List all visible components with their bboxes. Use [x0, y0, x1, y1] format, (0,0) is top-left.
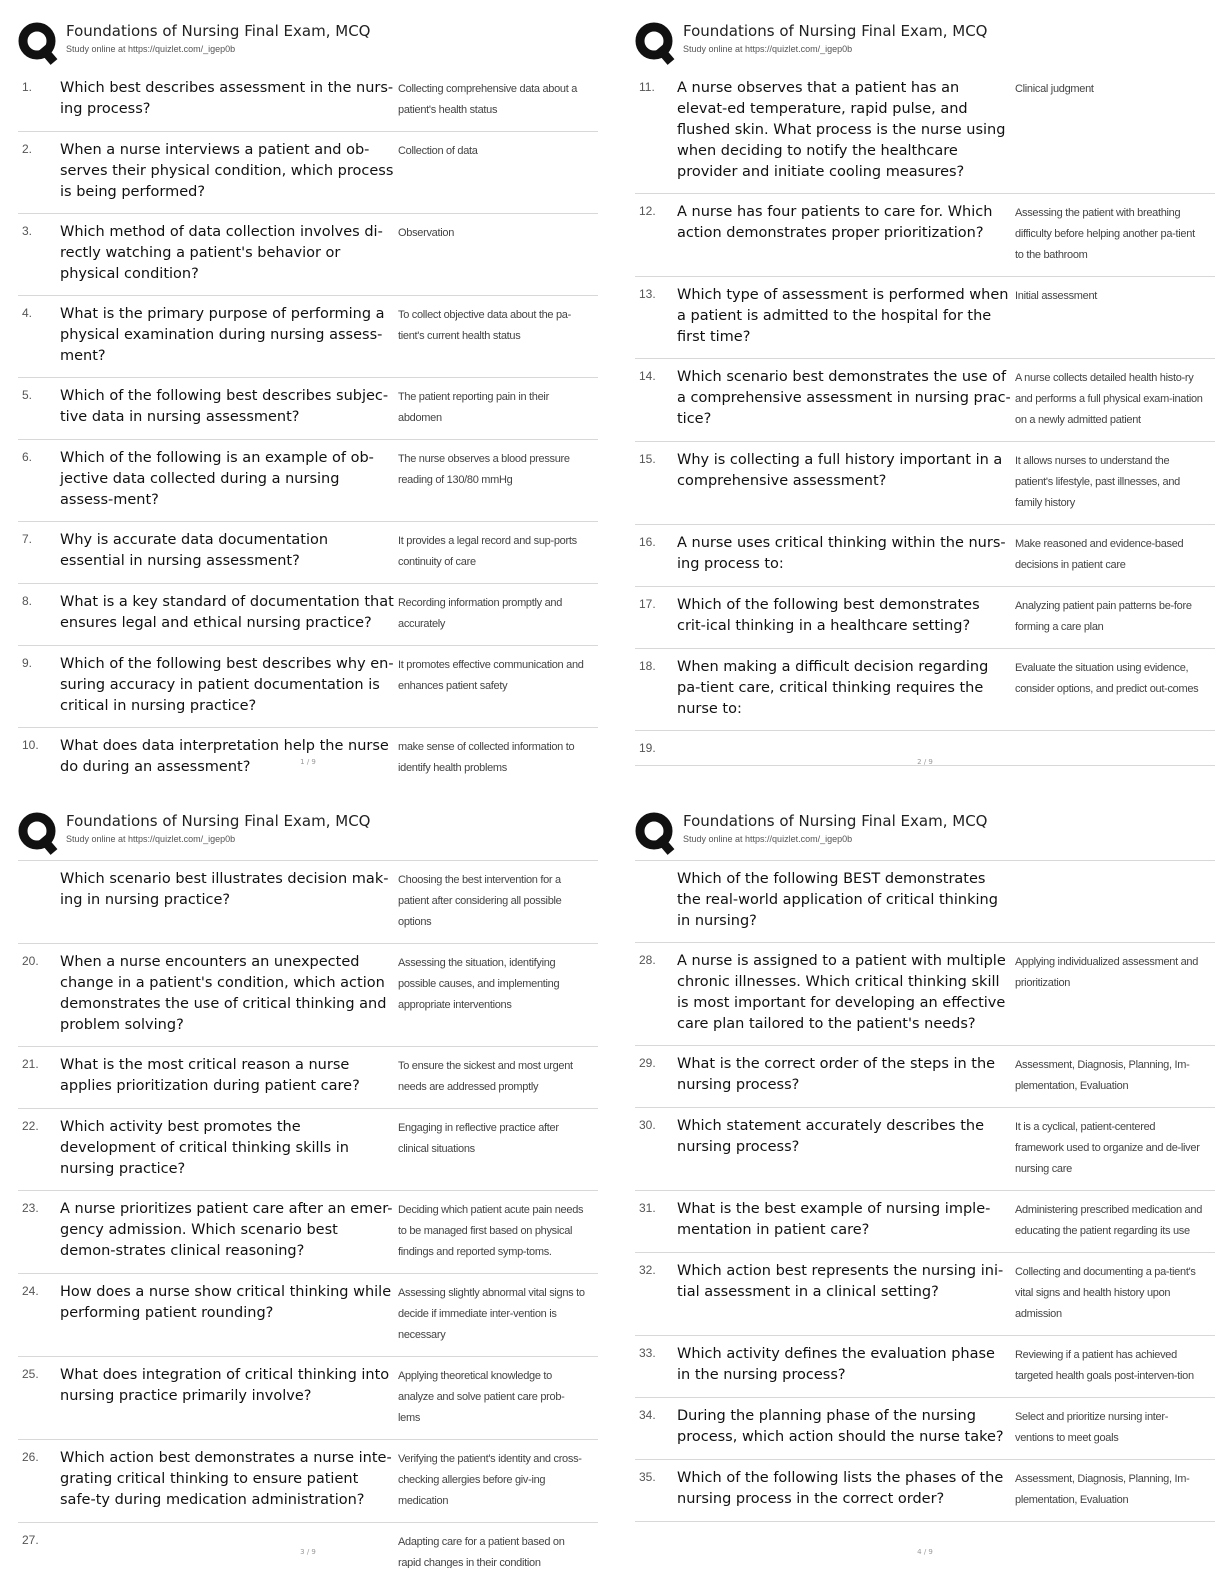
page-header [18, 808, 598, 860]
answer-text: Make reasoned and evidence-based decisions in patient care [1015, 538, 1184, 571]
answer-text: To ensure the sickest and most urgent needs are addressed promptly [398, 1060, 573, 1093]
answer-text [1015, 739, 1203, 755]
document-page [18, 808, 598, 1568]
question-text: When a nurse encounters an unexpected change in a patient's condition, which action demonstrates the use of critical thinking and problem solving? [60, 954, 387, 1033]
question-text: A nurse observes that a patient has an elevat-ed temperature, rapid pulse, and flushed skin. What process is the nurse using when deciding to notify the healthcare provider and initiate cooling measures? [677, 80, 1006, 180]
qa-row [635, 359, 1215, 442]
question-number: 11. [639, 80, 655, 94]
question-text: Which of the following is an example of ob-jective data collected during a nursing assess-ment? [60, 450, 374, 508]
qa-row [18, 1109, 598, 1191]
question-text: Which of the following best describes why en-suring accuracy in patient documentation is critical in nursing practice? [60, 656, 394, 714]
question-text: What does integration of critical thinking into nursing practice primarily involve? [60, 1367, 390, 1404]
question-text: What is the most critical reason a nurse applies prioritization during patient care? [60, 1057, 360, 1094]
question-text: Which statement accurately describes the nursing process? [677, 1118, 985, 1155]
qa-row [18, 1191, 598, 1274]
question-number: 7. [22, 532, 33, 546]
qa-list [635, 860, 1215, 1522]
answer-text: Assessment, Diagnosis, Planning, Im-plementation, Evaluation [1015, 1473, 1190, 1506]
question-number: 17. [639, 597, 656, 611]
answer-text: The patient reporting pain in their abdomen [398, 391, 549, 424]
question-number: 15. [639, 452, 656, 466]
page-subtitle: Study online at https://quizlet.com/_igep0b [66, 44, 236, 54]
question-text: Which scenario best demonstrates the use of a comprehensive assessment in nursing prac-tice? [677, 369, 1011, 427]
question-text: Which best describes assessment in the nurs-ing process? [60, 80, 394, 117]
qa-row [18, 1047, 598, 1109]
qa-row [18, 440, 598, 522]
question-number: 32. [639, 1263, 656, 1277]
page-subtitle: Study online at https://quizlet.com/_igep0b [683, 44, 853, 54]
question-text: A nurse is assigned to a patient with multiple chronic illnesses. Which critical thinking skill is most important for developing an effective care plan tailored to the patient's needs? [677, 953, 1006, 1032]
question-text: Which of the following best describes subjec-tive data in nursing assessment? [60, 388, 389, 425]
qa-row [635, 1191, 1215, 1253]
question-text: A nurse has four patients to care for. Which action demonstrates proper prioritization? [677, 204, 993, 241]
qa-row [18, 646, 598, 728]
question-number: 8. [22, 594, 33, 608]
qa-row [635, 1108, 1215, 1191]
question-number: 33. [639, 1346, 656, 1360]
question-number: 34. [639, 1408, 656, 1422]
question-text: Which of the following BEST demonstrates the real-world application of critical thinking in nursing? [677, 871, 998, 929]
qa-row [18, 296, 598, 378]
answer-text: Applying individualized assessment and prioritization [1015, 956, 1199, 989]
question-number: 2. [22, 142, 33, 156]
question-text: How does a nurse show critical thinking while performing patient rounding? [60, 1284, 392, 1321]
page-title: Foundations of Nursing Final Exam, MCQ [66, 22, 371, 40]
question-number: 18. [639, 659, 656, 673]
question-number: 4. [22, 306, 33, 320]
page-number: 1 / 9 [300, 758, 316, 766]
qa-list [635, 70, 1215, 766]
qa-row [18, 944, 598, 1047]
qa-row [635, 1336, 1215, 1398]
answer-text: Evaluate the situation using evidence, consider options, and predict out-comes [1015, 662, 1199, 695]
question-number [18, 869, 60, 933]
qa-row [635, 1046, 1215, 1108]
qa-row [18, 728, 598, 778]
answer-text: It provides a legal record and sup-ports continuity of care [398, 535, 577, 568]
question-text: What is the primary purpose of performing a physical examination during nursing assess-ment? [60, 306, 385, 364]
qa-row [635, 943, 1215, 1046]
answer-text: Applying theoretical knowledge to analyze and solve patient care prob-lems [398, 1370, 565, 1424]
qa-row [635, 442, 1215, 525]
qa-row [18, 1523, 598, 1568]
question-number: 26. [22, 1450, 39, 1464]
question-number: 23. [22, 1201, 39, 1215]
question-number: 6. [22, 450, 33, 464]
question-number: 24. [22, 1284, 39, 1298]
qa-row [635, 1460, 1215, 1522]
question-text: Which of the following best demonstrates crit-ical thinking in a healthcare setting? [677, 597, 980, 634]
answer-text: Administering prescribed medication and educating the patient regarding its use [1015, 1204, 1203, 1237]
question-number: 16. [639, 535, 656, 549]
question-number: 9. [22, 656, 33, 670]
qa-row [635, 649, 1215, 731]
answer-text: Assessing the situation, identifying possible causes, and implementing appropriate interventions [398, 957, 560, 1011]
question-number: 13. [639, 287, 656, 301]
question-number: 20. [22, 954, 39, 968]
answer-text: Reviewing if a patient has achieved targeted health goals post-interven-tion [1015, 1349, 1194, 1382]
question-text: When a nurse interviews a patient and ob-serves their physical condition, which process is being performed? [60, 142, 394, 200]
answer-text: Collecting and documenting a pa-tient's vital signs and health history upon admission [1015, 1266, 1196, 1320]
answer-text: Select and prioritize nursing inter-ventions to meet goals [1015, 1411, 1169, 1444]
answer-text: The nurse observes a blood pressure reading of 130/80 mmHg [398, 453, 570, 486]
question-number: 25. [22, 1367, 39, 1381]
answer-text: It allows nurses to understand the patient's lifestyle, past illnesses, and family history [1015, 455, 1180, 509]
document-page [635, 808, 1215, 1568]
qa-row [18, 584, 598, 646]
question-text: Which action best demonstrates a nurse inte-grating critical thinking to ensure patient safe-ty during medication administration? [60, 1450, 392, 1508]
qa-row [18, 132, 598, 214]
question-text: Which type of assessment is performed when a patient is admitted to the hospital for the first time? [677, 287, 1009, 345]
question-number: 19. [639, 741, 656, 755]
answer-text: It promotes effective communication and enhances patient safety [398, 659, 584, 692]
answer-text: Choosing the best intervention for a patient after considering all possible options [398, 874, 562, 928]
qa-row [18, 1274, 598, 1357]
answer-text: Recording information promptly and accurately [398, 597, 563, 630]
question-number: 28. [639, 953, 656, 967]
question-number: 22. [22, 1119, 39, 1133]
qa-row [18, 1440, 598, 1523]
qa-row [18, 860, 598, 944]
qa-row [18, 1357, 598, 1440]
qa-list [18, 70, 598, 778]
question-number: 30. [639, 1118, 656, 1132]
quizlet-logo-icon [635, 21, 675, 65]
answer-text [1015, 869, 1203, 932]
answer-text: Initial assessment [1015, 290, 1098, 302]
answer-text: To collect objective data about the pa-tient's current health status [398, 309, 571, 342]
qa-row [635, 1398, 1215, 1460]
qa-row [18, 214, 598, 296]
qa-row [635, 587, 1215, 649]
answer-text: Engaging in reflective practice after clinical situations [398, 1122, 559, 1155]
answer-text: Verifying the patient's identity and cross-checking allergies before giv-ing medication [398, 1453, 582, 1507]
page-header [635, 808, 1215, 860]
question-text: Which method of data collection involves di-rectly watching a patient's behavior or physical condition? [60, 224, 383, 282]
question-text: Which activity defines the evaluation phase in the nursing process? [677, 1346, 995, 1383]
answer-text: Adapting care for a patient based on rapid changes in their condition [398, 1536, 565, 1568]
question-text: What is the best example of nursing imple-mentation in patient care? [677, 1201, 991, 1238]
quizlet-logo-icon [18, 811, 58, 855]
answer-text: It is a cyclical, patient-centered framework used to organize and de-liver nursing care [1015, 1121, 1200, 1175]
question-number: 21. [22, 1057, 39, 1071]
answer-text: make sense of collected information to identify health problems [398, 741, 575, 774]
qa-row [635, 525, 1215, 587]
question-text: During the planning phase of the nursing process, which action should the nurse take? [677, 1408, 1004, 1445]
question-text: What does data interpretation help the nurse do during an assessment? [60, 738, 389, 775]
answer-text: Collecting comprehensive data about a patient's health status [398, 83, 578, 116]
question-text: Which of the following lists the phases of the nursing process in the correct order? [677, 1470, 1004, 1507]
quizlet-logo-icon [18, 21, 58, 65]
answer-text: Assessment, Diagnosis, Planning, Im-plementation, Evaluation [1015, 1059, 1190, 1092]
answer-text: Assessing slightly abnormal vital signs to decide if immediate inter-vention is necessary [398, 1287, 585, 1341]
page-number: 2 / 9 [917, 758, 933, 766]
question-text: What is the correct order of the steps in the nursing process? [677, 1056, 996, 1093]
question-text: Why is accurate data documentation essential in nursing assessment? [60, 532, 329, 569]
answer-text: Analyzing patient pain patterns be-fore forming a care plan [1015, 600, 1192, 633]
question-text: A nurse uses critical thinking within the nurs-ing process to: [677, 535, 1006, 572]
answer-text: Observation [398, 227, 455, 239]
question-number: 35. [639, 1470, 656, 1484]
question-text: Why is collecting a full history important in a comprehensive assessment? [677, 452, 1003, 489]
question-number: 27. [22, 1533, 39, 1547]
question-number: 29. [639, 1056, 656, 1070]
question-text: A nurse prioritizes patient care after an emer-gency admission. Which scenario best demon-strates clinical reasoning? [60, 1201, 393, 1259]
question-number: 5. [22, 388, 33, 402]
page-title: Foundations of Nursing Final Exam, MCQ [683, 22, 988, 40]
question-number: 14. [639, 369, 656, 383]
question-text: When making a difficult decision regarding pa-tient care, critical thinking requires the nurse to: [677, 659, 989, 717]
page-subtitle: Study online at https://quizlet.com/_igep0b [683, 834, 853, 844]
page-number: 4 / 9 [917, 1548, 933, 1556]
quizlet-logo-icon [635, 811, 675, 855]
question-number: 1. [22, 80, 33, 94]
qa-row [18, 522, 598, 584]
question-text [677, 739, 1015, 755]
question-text: Which activity best promotes the development of critical thinking skills in nursing practice? [60, 1119, 349, 1177]
question-number: 12. [639, 204, 656, 218]
answer-text: A nurse collects detailed health histo-ry and performs a full physical exam-ination on a newly admitted patient [1015, 372, 1203, 426]
page-title: Foundations of Nursing Final Exam, MCQ [683, 812, 988, 830]
qa-row [635, 1253, 1215, 1336]
page-title: Foundations of Nursing Final Exam, MCQ [66, 812, 371, 830]
page-subtitle: Study online at https://quizlet.com/_igep0b [66, 834, 236, 844]
question-number: 10. [22, 738, 39, 752]
question-number: 3. [22, 224, 33, 238]
question-text: What is a key standard of documentation that ensures legal and ethical nursing practice? [60, 594, 394, 631]
question-number [635, 869, 677, 932]
document-page [635, 18, 1215, 778]
page-number: 3 / 9 [300, 1548, 316, 1556]
answer-text: Deciding which patient acute pain needs to be managed first based on physical findings and reported symp-toms. [398, 1204, 584, 1258]
page-header [635, 18, 1215, 70]
qa-row [18, 70, 598, 132]
qa-row [635, 277, 1215, 359]
page-header [18, 18, 598, 70]
question-number: 31. [639, 1201, 656, 1215]
document-page [18, 18, 598, 778]
answer-text: Collection of data [398, 145, 478, 157]
question-text: Which scenario best illustrates decision mak-ing in nursing practice? [60, 871, 389, 908]
answer-text: Clinical judgment [1015, 83, 1094, 95]
qa-list [18, 860, 598, 1568]
question-text: Which action best represents the nursing ini-tial assessment in a clinical setting? [677, 1263, 1004, 1300]
qa-row [635, 70, 1215, 194]
qa-row [635, 860, 1215, 943]
answer-text: Assessing the patient with breathing difficulty before helping another pa-tient to the bathroom [1015, 207, 1195, 261]
qa-row [635, 194, 1215, 277]
qa-row [18, 378, 598, 440]
